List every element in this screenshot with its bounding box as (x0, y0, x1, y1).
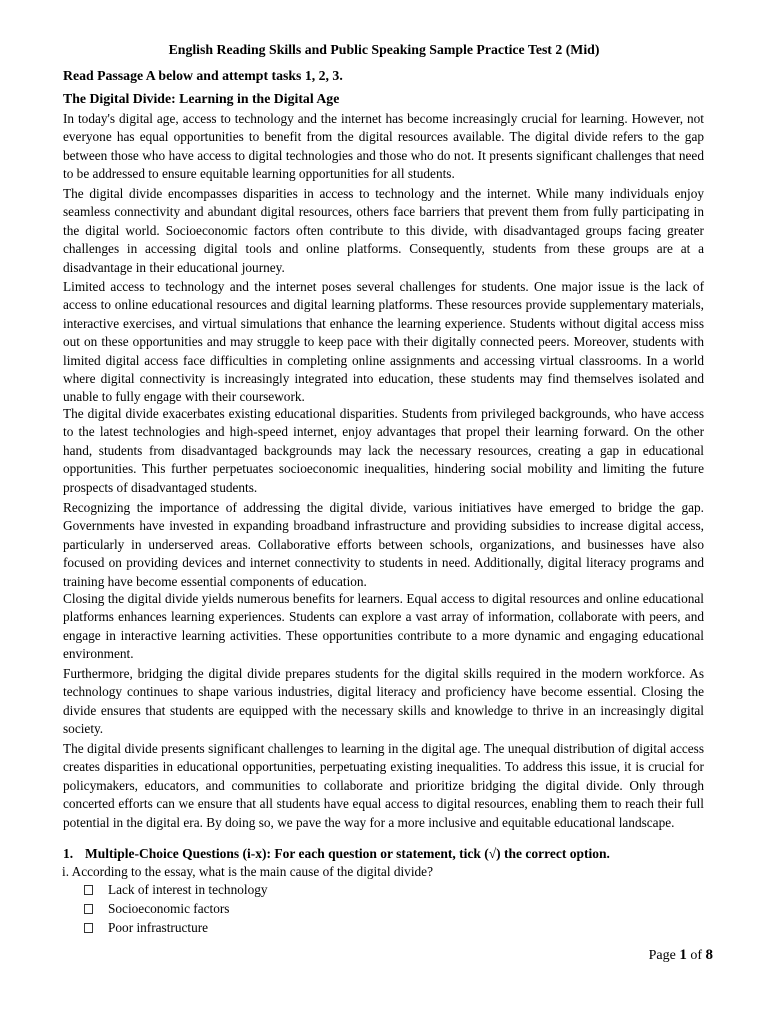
passage-paragraph-4: The digital divide exacerbates existing educational disparities. Students from privileged backgrounds, who have access to the latest technologies and high-speed internet, enjoy advantages that propel their learning forward. On the other hand, students from disadvantaged backgrounds may lack the necessary resources, creating a gap in educational opportunities. This further perpetuates socioeconomic inequalities, hindering social mobility and limiting the future prospects of disadvantaged students. (63, 406, 704, 495)
page-of: of (690, 948, 702, 963)
checkbox-icon[interactable] (84, 923, 93, 933)
question-1-option-b[interactable] (84, 900, 484, 918)
page-number (649, 946, 713, 965)
passage-paragraph-7: Furthermore, bridging the digital divide prepares students for the digital skills required in the modern workforce. As technology continues to shape various industries, digital literacy and proficiency have become essential. Closing the divide ensures that students are equipped with the necessary skills and knowledge to thrive in an increasingly digital society. (63, 666, 704, 737)
passage-paragraph-2: The digital divide encompasses disparities in access to technology and the internet. While many individuals enjoy seamless connectivity and abundant digital resources, others face barriers that prevent them from fully participating in the digital world. Socioeconomic factors often contribute to this divide, with disadvantaged groups facing greater challenges in accessing digital tools and online platforms. Consequently, students from these groups are at a disadvantage in their educational journey. (63, 186, 704, 275)
option-label: Lack of interest in technology (108, 882, 268, 897)
passage-title: The Digital Divide: Learning in the Digital Age (63, 91, 340, 106)
passage-paragraph-3: Limited access to technology and the internet poses several challenges for students. One major issue is the lack of access to online educational resources and digital learning platforms. These resources provide supplementary materials, interactive exercises, and virtual simulations that enhance the learning experience. Students without digital access miss out on these opportunities and may struggle to keep pace with their digitally connected peers. Moreover, students with limited digital access face difficulties in completing online assignments and accessing virtual classrooms. In a world where digital connectivity is increasingly integrated into education, these students may find themselves isolated and unable to fully engage with their coursework. (63, 279, 704, 405)
checkbox-icon[interactable] (84, 885, 93, 895)
page-current: 1 (679, 947, 687, 963)
passage-paragraph-5: Recognizing the importance of addressing the digital divide, various initiatives have emerged to bridge the gap. Governments have invested in expanding broadband infrastructure and providing subsidies to increase digital access, particularly in underserved areas. Collaborative efforts between schools, organizations, and businesses have also focused on providing devices and internet connectivity to students in need. Additionally, digital literacy programs and training have become essential components of education. (63, 500, 704, 589)
checkbox-icon[interactable] (84, 904, 93, 914)
passage-paragraph-1: In today's digital age, access to technology and the internet has become increasingly crucial for learning. However, not everyone has equal opportunities to benefit from the digital resources available. The digital divide refers to the gap between those who have access to digital technologies and those who do not. It presents significant challenges that need to be addressed to ensure equitable learning opportunities for all students. (63, 111, 704, 182)
instructions: Read Passage A below and attempt tasks 1, 2, 3. (63, 68, 343, 83)
question-1-option-a[interactable] (84, 881, 484, 899)
question-1-option-c[interactable] (84, 919, 484, 937)
page-total: 8 (705, 947, 713, 963)
mcq-section-heading (63, 845, 723, 863)
mcq-section-number: 1. (63, 846, 74, 861)
passage-paragraph-6: Closing the digital divide yields numerous benefits for learners. Equal access to digital resources and online educational platforms enhances learning experiences. Students can explore a vast array of information, collaborate with peers, and engage in interactive learning activities. These opportunities contribute to a more dynamic and engaging educational environment. (63, 591, 704, 662)
test-title: English Reading Skills and Public Speaking Sample Practice Test 2 (Mid) (168, 42, 600, 57)
page-prefix: Page (648, 948, 676, 963)
mcq-section-title: Multiple-Choice Questions (i-x): For each question or statement, tick (√) the correct option. (85, 846, 610, 861)
question-1: i. According to the essay, what is the main cause of the digital divide? (62, 864, 433, 879)
passage-paragraph-8: The digital divide presents significant challenges to learning in the digital age. The unequal distribution of digital access creates disparities in educational opportunities, perpetuating existing inequalities. To address this issue, it is crucial for policymakers, educators, and communities to collaborate and prioritize bridging the digital divide. Only through concerted efforts can we ensure that all students have equal access to digital resources, enabling them to reach their full potential in the digital era. By doing so, we pave the way for a more inclusive and equitable educational landscape. (63, 741, 704, 830)
option-label: Poor infrastructure (108, 920, 209, 935)
option-label: Socioeconomic factors (108, 901, 230, 916)
